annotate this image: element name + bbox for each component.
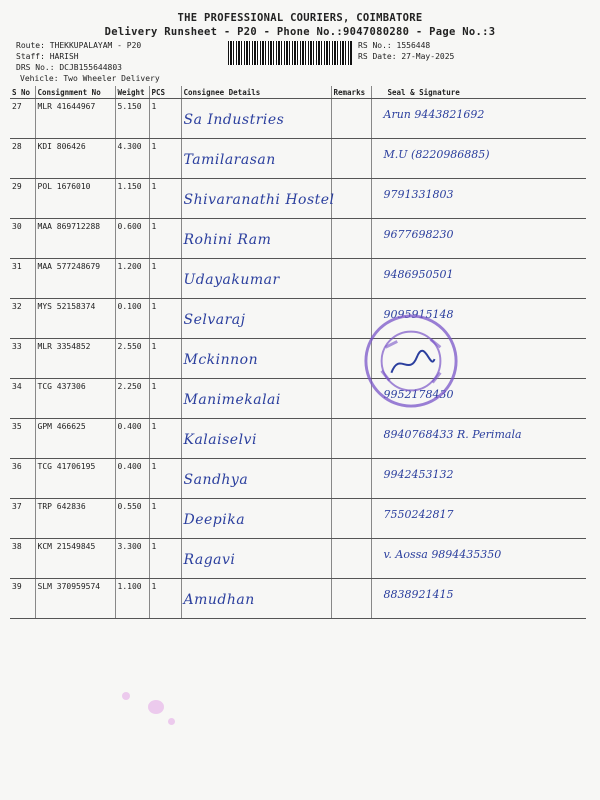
- row-sno: 34: [10, 379, 35, 419]
- row-consignee: [181, 99, 331, 139]
- row-sno: 28: [10, 139, 35, 179]
- row-signature: [371, 139, 586, 179]
- row-pcs: 1: [149, 339, 181, 379]
- table-row: [10, 379, 586, 419]
- row-pcs: 1: [149, 579, 181, 619]
- row-signature-text: 8940768433 R. Perimala: [383, 428, 522, 441]
- row-signature: [371, 219, 586, 259]
- row-consignee: [181, 219, 331, 259]
- row-weight: 1.100: [115, 579, 149, 619]
- row-signature-text: 9486950501: [383, 268, 454, 281]
- row-consignee: [181, 499, 331, 539]
- row-pcs: 1: [149, 299, 181, 339]
- office-seal-stamp: [362, 312, 460, 410]
- table-row: [10, 219, 586, 259]
- row-signature: [371, 259, 586, 299]
- row-sno: 30: [10, 219, 35, 259]
- row-pcs: 1: [149, 419, 181, 459]
- row-consignee: [181, 179, 335, 219]
- table-row: [10, 579, 586, 619]
- row-consignment: MAA 577248679: [35, 259, 115, 299]
- row-consignment: MAA 869712288: [35, 219, 115, 259]
- table-row: [10, 139, 586, 179]
- vehicle-label: Vehicle: Two Wheeler Delivery: [20, 74, 160, 83]
- row-consignment: SLM 370959574: [35, 579, 115, 619]
- row-sno: 38: [10, 539, 35, 579]
- row-remarks: [331, 259, 371, 299]
- row-signature: [371, 459, 586, 499]
- row-sno: 39: [10, 579, 35, 619]
- row-pcs: 1: [149, 99, 181, 139]
- table-header: [10, 86, 586, 99]
- row-remarks: [331, 419, 371, 459]
- table-row: [10, 539, 586, 579]
- row-consignee-text: Rohini Ram: [183, 232, 272, 248]
- row-consignment: TCG 41706195: [35, 459, 115, 499]
- row-consignee: [181, 539, 331, 579]
- row-remarks: [331, 139, 371, 179]
- row-weight: 5.150: [115, 99, 149, 139]
- row-signature-text: 9095915148: [383, 308, 454, 321]
- row-sno: 35: [10, 419, 35, 459]
- row-consignee: [181, 379, 331, 419]
- row-sno: 37: [10, 499, 35, 539]
- row-weight: 1.200: [115, 259, 149, 299]
- row-remarks: [331, 459, 371, 499]
- row-consignment: MLR 3354852: [35, 339, 115, 379]
- row-consignment: MYS 52158374: [35, 299, 115, 339]
- row-pcs: 1: [149, 179, 181, 219]
- row-signature-text: 9942453132: [383, 468, 454, 481]
- row-weight: 0.100: [115, 299, 149, 339]
- row-weight: 4.300: [115, 139, 149, 179]
- row-signature-text: 9677698230: [383, 228, 454, 241]
- row-remarks: [331, 219, 371, 259]
- row-remarks: [331, 539, 371, 579]
- row-consignee: [181, 139, 331, 179]
- table-row: [10, 259, 586, 299]
- row-signature: [371, 179, 586, 219]
- ink-smudge: [148, 700, 164, 714]
- row-signature: [371, 499, 586, 539]
- row-signature-text: 9791331803: [383, 188, 454, 201]
- table-row: [10, 419, 586, 459]
- row-pcs: 1: [149, 499, 181, 539]
- row-consignee-text: Selvaraj: [183, 312, 246, 328]
- col-remarks: Remarks: [331, 86, 371, 99]
- row-consignment: POL 1676010: [35, 179, 115, 219]
- row-weight: 0.550: [115, 499, 149, 539]
- col-signature: Seal & Signature: [371, 86, 586, 99]
- table-row: [10, 179, 586, 219]
- row-sno: 29: [10, 179, 35, 219]
- row-consignment: GPM 466625: [35, 419, 115, 459]
- row-consignee-text: Udayakumar: [183, 272, 280, 288]
- row-pcs: 1: [149, 259, 181, 299]
- col-weight: Weight: [115, 86, 149, 99]
- row-consignee-text: Tamilarasan: [183, 152, 276, 168]
- row-signature-text: M.U (8220986885): [383, 148, 490, 161]
- row-sno: 32: [10, 299, 35, 339]
- row-consignee-text: Sandhya: [183, 472, 249, 488]
- rs-number: RS No.: 1556448: [358, 41, 431, 50]
- drs-label: DRS No.: DCJB155644803: [16, 63, 122, 72]
- row-consignment: KDI 806426: [35, 139, 115, 179]
- row-consignee: [181, 339, 331, 379]
- col-sno: S No: [10, 86, 35, 99]
- row-remarks: [331, 99, 371, 139]
- col-consignment: Consignment No: [35, 86, 115, 99]
- rs-date: RS Date: 27-May-2025: [358, 52, 455, 61]
- row-weight: 0.400: [115, 459, 149, 499]
- staff-label: Staff: HARISH: [16, 52, 79, 61]
- col-pcs: PCS: [149, 86, 181, 99]
- runsheet-table: [10, 86, 586, 619]
- row-pcs: 1: [149, 539, 181, 579]
- row-sno: 31: [10, 259, 35, 299]
- row-consignee-text: Mckinnon: [183, 352, 259, 368]
- table-row: [10, 459, 586, 499]
- row-sno: 27: [10, 99, 35, 139]
- row-remarks: [331, 499, 371, 539]
- row-consignee-text: Manimekalai: [183, 392, 281, 408]
- row-weight: 0.400: [115, 419, 149, 459]
- route-label: Route: THEKKUPALAYAM - P20: [16, 41, 142, 50]
- row-sno: 33: [10, 339, 35, 379]
- row-pcs: 1: [149, 379, 181, 419]
- table-row: [10, 339, 586, 379]
- row-signature-text: 8838921415: [383, 588, 454, 601]
- row-pcs: 1: [149, 459, 181, 499]
- barcode: [228, 41, 352, 65]
- row-weight: 2.250: [115, 379, 149, 419]
- row-signature-text: v. Aossa 9894435350: [383, 548, 502, 561]
- row-weight: 1.150: [115, 179, 149, 219]
- row-remarks: [331, 179, 371, 219]
- row-signature-text: 7550242817: [383, 508, 454, 521]
- row-consignee: [181, 459, 331, 499]
- ink-smudge: [168, 718, 175, 725]
- row-signature: [371, 579, 586, 619]
- row-signature-text: 9952178430: [383, 388, 454, 401]
- table-row: [10, 299, 586, 339]
- row-consignee: [181, 259, 331, 299]
- row-signature: [371, 99, 586, 139]
- row-consignment: TCG 437306: [35, 379, 115, 419]
- row-sno: 36: [10, 459, 35, 499]
- row-consignment: TRP 642836: [35, 499, 115, 539]
- row-consignee-text: Ragavi: [183, 552, 236, 568]
- row-consignee-text: Amudhan: [183, 592, 255, 608]
- row-consignee-text: Deepika: [183, 512, 246, 528]
- row-consignee-text: Shivaranathi Hostel: [183, 192, 335, 208]
- row-signature-text: Arun 9443821692: [383, 108, 485, 121]
- row-remarks: [331, 579, 371, 619]
- row-consignment: KCM 21549845: [35, 539, 115, 579]
- row-signature: [371, 419, 586, 459]
- row-weight: 0.600: [115, 219, 149, 259]
- row-consignee-text: Kalaiselvi: [183, 432, 257, 448]
- row-consignee-text: Sa Industries: [183, 112, 285, 128]
- table-row: [10, 99, 586, 139]
- row-weight: 3.300: [115, 539, 149, 579]
- row-consignee: [181, 579, 331, 619]
- row-consignment: MLR 41644967: [35, 99, 115, 139]
- ink-smudge: [122, 692, 130, 700]
- col-consignee: Consignee Details: [181, 86, 331, 99]
- table-row: [10, 499, 586, 539]
- company-title: THE PROFESSIONAL COURIERS, COIMBATORE: [177, 12, 423, 24]
- runsheet-subtitle: Delivery Runsheet - P20 - Phone No.:9047080280 - Page No.:3: [104, 26, 496, 38]
- row-weight: 2.550: [115, 339, 149, 379]
- row-consignee: [181, 419, 331, 459]
- row-pcs: 1: [149, 139, 181, 179]
- row-pcs: 1: [149, 219, 181, 259]
- row-signature: [371, 539, 586, 579]
- row-consignee: [181, 299, 331, 339]
